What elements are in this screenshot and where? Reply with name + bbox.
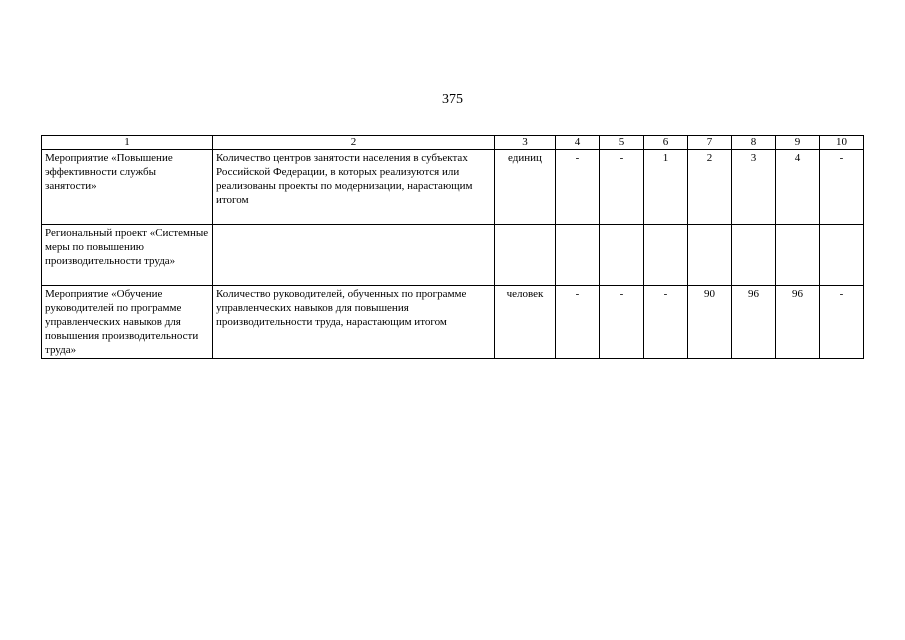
value-cell: - — [600, 286, 644, 359]
indicator-cell: Количество руководителей, обученных по программе управленческих навыков для повышения производительности труда, нарастающим итогом — [213, 286, 495, 359]
table-row — [42, 286, 864, 359]
value-cell: - — [600, 150, 644, 225]
table-row — [42, 225, 864, 286]
column-header: 3 — [495, 136, 556, 150]
value-cell — [556, 225, 600, 286]
table-row — [42, 150, 864, 225]
indicator-cell — [213, 225, 495, 286]
value-cell: - — [820, 150, 864, 225]
column-header: 7 — [688, 136, 732, 150]
value-cell — [776, 225, 820, 286]
column-header: 4 — [556, 136, 600, 150]
value-cell: 96 — [776, 286, 820, 359]
data-table — [41, 135, 864, 359]
column-header: 1 — [42, 136, 213, 150]
value-cell: - — [556, 150, 600, 225]
value-cell — [820, 225, 864, 286]
activity-name-cell: Мероприятие «Повышение эффективности службы занятости» — [42, 150, 213, 225]
value-cell: 96 — [732, 286, 776, 359]
unit-cell: человек — [495, 286, 556, 359]
unit-cell: единиц — [495, 150, 556, 225]
column-header: 5 — [600, 136, 644, 150]
column-header: 6 — [644, 136, 688, 150]
column-header: 8 — [732, 136, 776, 150]
value-cell: - — [644, 286, 688, 359]
value-cell: 4 — [776, 150, 820, 225]
value-cell: 90 — [688, 286, 732, 359]
activity-name-cell: Мероприятие «Обучение руководителей по программе управленческих навыков для повышения производительности труда» — [42, 286, 213, 359]
unit-cell — [495, 225, 556, 286]
value-cell: 2 — [688, 150, 732, 225]
page-number: 375 — [442, 92, 463, 107]
column-header: 10 — [820, 136, 864, 150]
indicator-cell: Количество центров занятости населения в субъектах Российской Федерации, в которых реализуются или реализованы проекты по модернизации, нарастающим итогом — [213, 150, 495, 225]
value-cell: - — [820, 286, 864, 359]
table-header-row — [42, 136, 864, 150]
column-header: 9 — [776, 136, 820, 150]
value-cell — [732, 225, 776, 286]
project-name-cell: Региональный проект «Системные меры по повышению производительности труда» — [42, 225, 213, 286]
value-cell: 1 — [644, 150, 688, 225]
value-cell — [600, 225, 644, 286]
column-header: 2 — [213, 136, 495, 150]
value-cell — [644, 225, 688, 286]
value-cell: - — [556, 286, 600, 359]
value-cell — [688, 225, 732, 286]
value-cell: 3 — [732, 150, 776, 225]
